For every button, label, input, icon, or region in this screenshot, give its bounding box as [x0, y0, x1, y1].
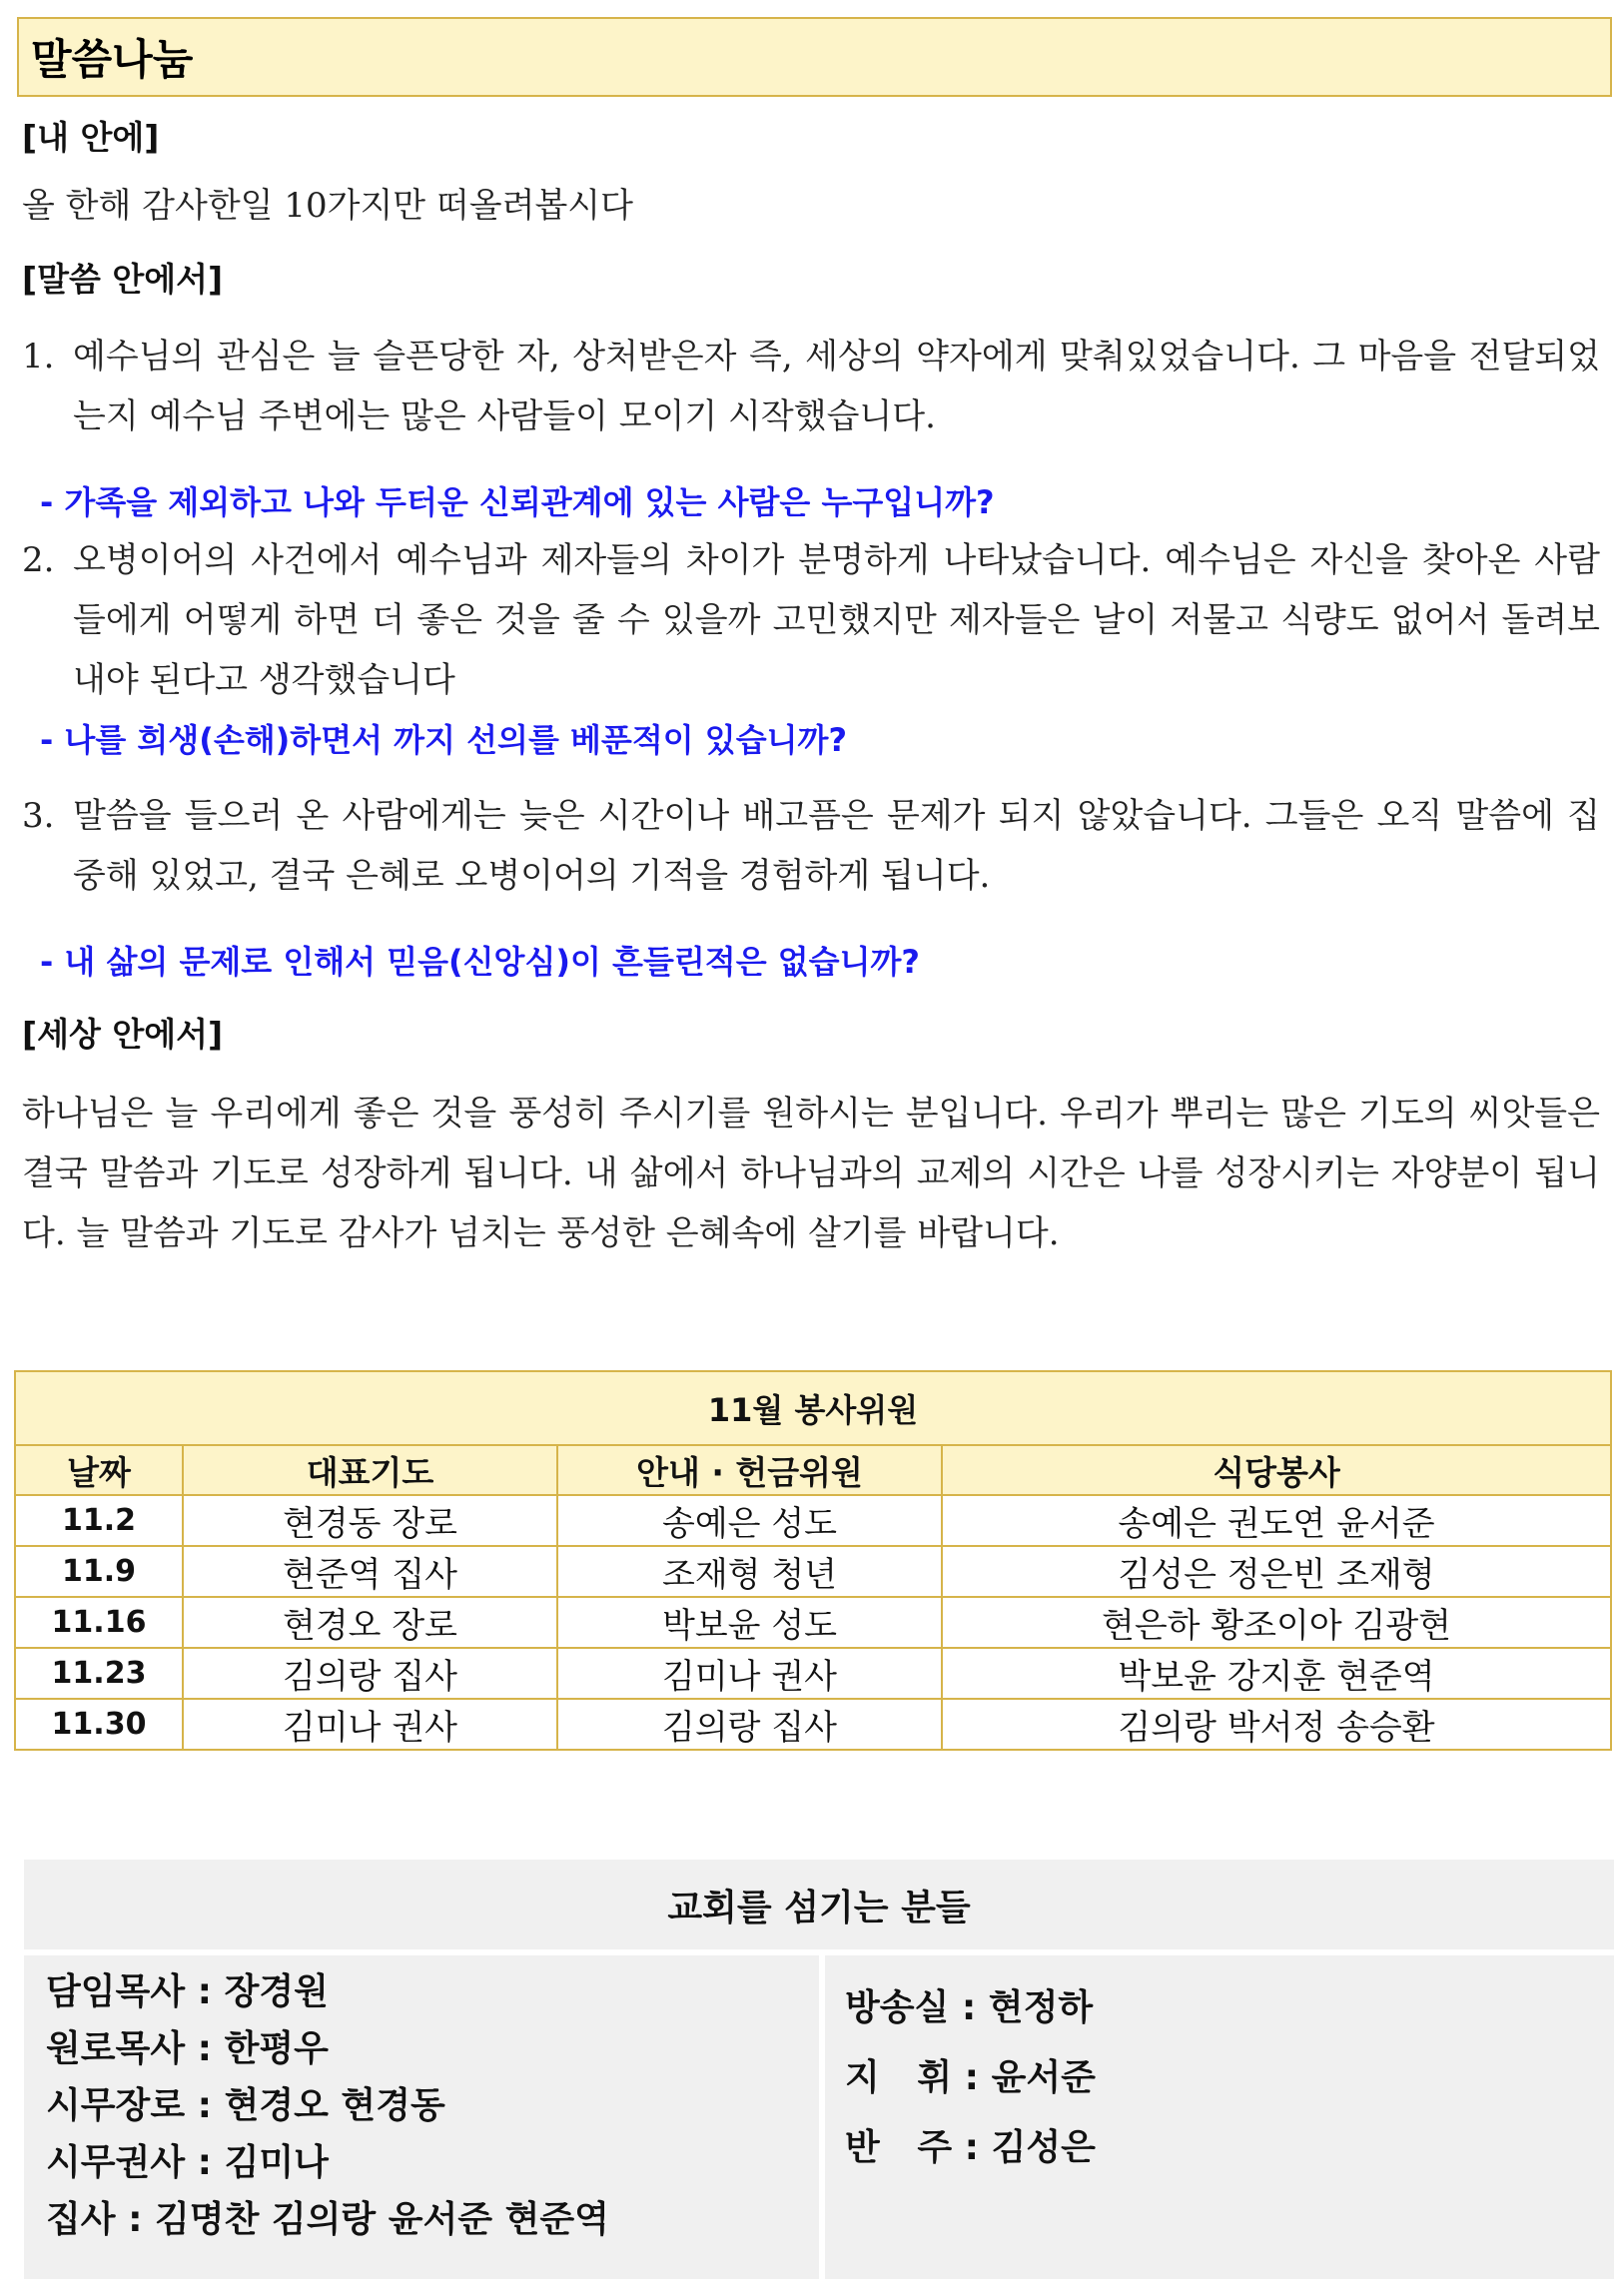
cell-prayer: 김미나 권사: [183, 1699, 557, 1749]
church-staff-box: [24, 1860, 1614, 2279]
table-row: [16, 1495, 1610, 1546]
cell-usher: 송예은 성도: [557, 1495, 942, 1546]
cell-prayer: 현준역 집사: [183, 1546, 557, 1597]
header-prayer: 대표기도: [183, 1446, 557, 1495]
cell-kitchen: 김의랑 박서정 송승환: [1118, 1708, 1435, 1748]
header-kitchen: 식당봉사: [942, 1446, 1610, 1495]
staff-right-column: [845, 1973, 1096, 2183]
staff-divider-vertical: [819, 1955, 825, 2279]
table-row: [16, 1546, 1610, 1597]
item-text: 오병이어의 사건에서 예수님과 제자들의 차이가 분명하게 나타났습니다. 예수님은 자신을 찾아온 사람들에게 어떻게 하면 더 좋은 것을 줄 수 있을까 고민했지만 제자들은 날이 저물고 식량도 없어서 돌려보내야 된다고 생각했습니다: [73, 540, 1600, 700]
page-title: 말씀나눔: [31, 35, 194, 84]
table-row: [16, 1699, 1610, 1749]
staff-broadcast: 방송실 : 현정하: [845, 1987, 1094, 2028]
cell-usher: 조재형 청년: [557, 1546, 942, 1597]
cell-kitchen: 송예은 권도연 윤서준: [942, 1495, 1610, 1546]
question-3: - 내 삶의 문제로 인해서 믿음(신앙심)이 흔들린적은 없습니까?: [40, 943, 920, 981]
staff-emeritus-pastor: 원로목사 : 한평우: [46, 2028, 329, 2069]
staff-accompanist: 반 주 : 김성은: [845, 2127, 1096, 2168]
service-table-title: 11월 봉사위원: [16, 1372, 1610, 1446]
question-2: - 나를 희생(손해)하면서 까지 선의를 베푼적이 있습니까?: [40, 721, 848, 759]
header-usher-offering: 안내 · 헌금위원: [557, 1446, 942, 1495]
table-row: [16, 1597, 1610, 1648]
item-number: 3.: [22, 796, 55, 836]
in-world-heading: [세상 안에서]: [22, 1015, 224, 1054]
cell-usher: 김미나 권사: [557, 1648, 942, 1699]
staff-deacons: 집사 : 김명찬 김의랑 윤서준 현준역: [46, 2199, 609, 2240]
table-row: [16, 1648, 1610, 1699]
service-schedule-table: [14, 1370, 1612, 1751]
item-text: 말씀을 들으러 온 사람에게는 늦은 시간이나 배고픔은 문제가 되지 않았습니다. 그들은 오직 말씀에 집중해 있었고, 결국 은혜로 오병이어의 기적을 경험하게 됩니다.: [73, 796, 1600, 896]
cell-usher: 박보윤 성도: [557, 1597, 942, 1648]
in-word-heading: [말씀 안에서]: [22, 260, 224, 299]
staff-elders: 시무장로 : 현경오 현경동: [46, 2085, 445, 2126]
within-me-heading: [내 안에]: [22, 118, 160, 157]
staff-title: 교회를 섬기는 분들: [667, 1887, 971, 1928]
cell-kitchen: 현은하 황조이아 김광현: [942, 1597, 1610, 1648]
list-item-2: [22, 530, 1600, 710]
item-number: 2.: [22, 540, 55, 580]
cell-prayer: 현경오 장로: [183, 1597, 557, 1648]
within-me-text: 올 한해 감사한일 10가지만 떠올려봅시다: [22, 186, 633, 226]
in-world-text: 하나님은 늘 우리에게 좋은 것을 풍성히 주시기를 원하시는 분입니다. 우리가 뿌리는 많은 기도의 씨앗들은 결국 말씀과 기도로 성장하게 됩니다. 내 삶에서 하나님과의 교제의 시간은 나를 성장시키는 자양분이 됩니다. 늘 말씀과 기도로 감사가 넘치는 풍성한 은혜속에 살기를 바랍니다.: [22, 1094, 1600, 1253]
cell-date: 11.2: [16, 1495, 183, 1546]
list-item-1: [22, 327, 1600, 446]
cell-kitchen: 박보윤 강지훈 현준역: [942, 1648, 1610, 1699]
item-number: 1.: [22, 337, 55, 377]
cell-date: 11.16: [16, 1597, 183, 1648]
table-header-row: [16, 1446, 1610, 1495]
question-1: - 가족을 제외하고 나와 두터운 신뢰관계에 있는 사람은 누구입니까?: [40, 483, 995, 521]
section-title-bar: [17, 17, 1612, 97]
staff-left-column: [46, 1963, 609, 2248]
cell-kitchen: 김성은 정은빈 조재형: [942, 1546, 1610, 1597]
list-item-3: [22, 786, 1600, 906]
staff-senior-pastor: 담임목사 : 장경원: [46, 1971, 329, 2012]
cell-prayer: 현경동 장로: [183, 1495, 557, 1546]
cell-date: 11.9: [16, 1546, 183, 1597]
header-date: 날짜: [16, 1446, 183, 1495]
cell-date: 11.30: [16, 1699, 183, 1749]
cell-usher: 김의랑 집사: [557, 1699, 942, 1749]
service-table: [16, 1446, 1610, 1749]
cell-prayer: 김의랑 집사: [183, 1648, 557, 1699]
staff-deaconess: 시무권사 : 김미나: [46, 2142, 329, 2183]
item-text: 예수님의 관심은 늘 슬픈당한 자, 상처받은자 즉, 세상의 약자에게 맞춰있었습니다. 그 마음을 전달되었는지 예수님 주변에는 많은 사람들이 모이기 시작했습니다.: [73, 337, 1600, 436]
staff-conductor: 지 휘 : 윤서준: [845, 2057, 1096, 2098]
cell-date: 11.23: [16, 1648, 183, 1699]
